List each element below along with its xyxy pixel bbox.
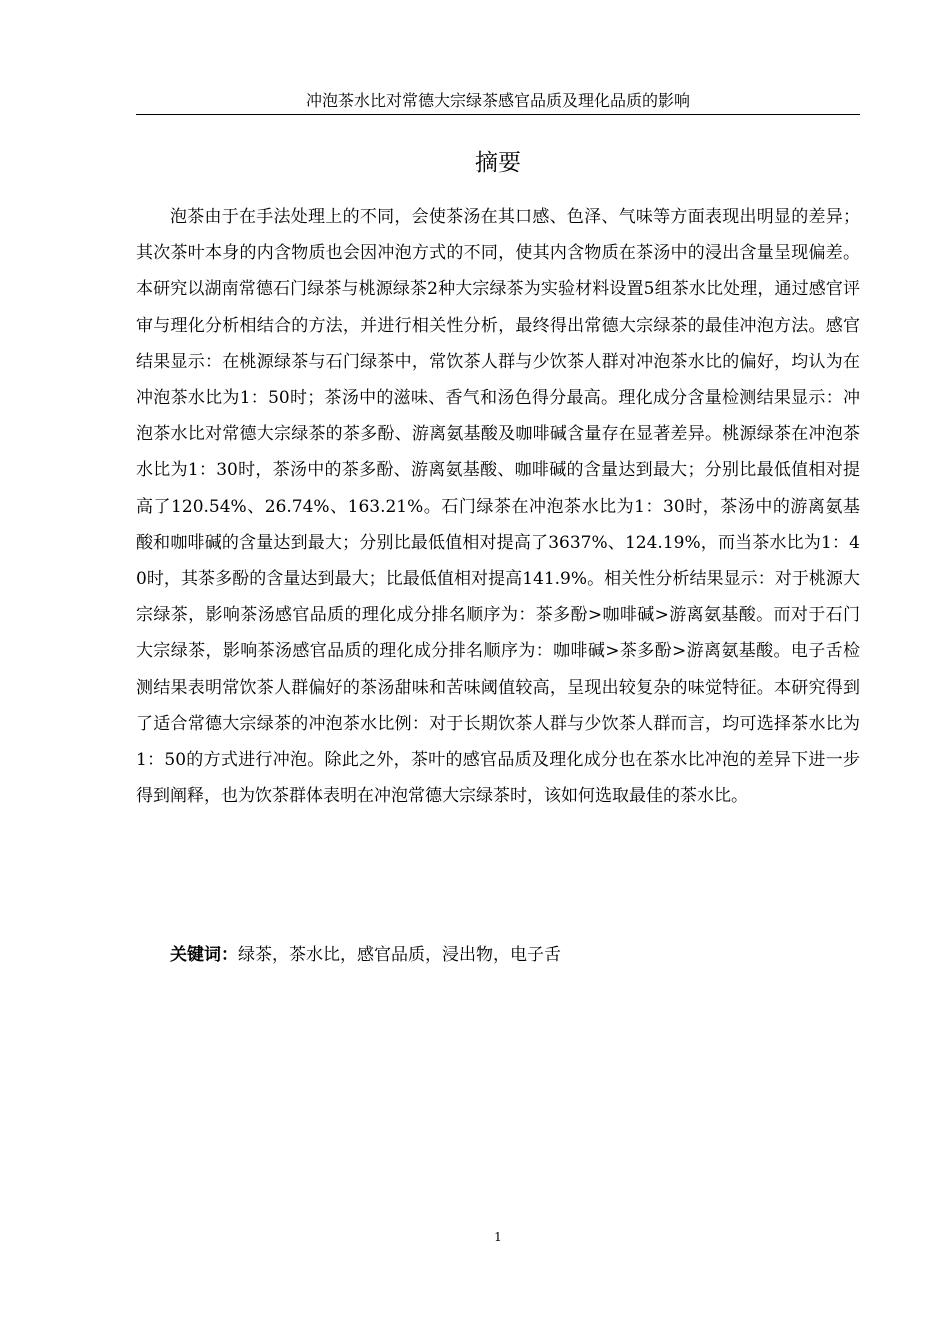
keywords-text: 绿茶，茶水比，感官品质，浸出物，电子舌 (238, 945, 561, 965)
keywords-line (136, 937, 860, 973)
page-number: 1 (494, 1230, 502, 1244)
keywords-label: 关键词： (170, 945, 238, 965)
abstract-heading: 摘要 (475, 150, 521, 176)
running-header: 冲泡茶水比对常德大宗绿茶感官品质及理化品质的影响 (305, 91, 690, 110)
abstract-body: 泡茶由于在手法处理上的不同，会使茶汤在其口感、色泽、气味等方面表现出明显的差异；其次茶叶本身的内含物质也会因冲泡方式的不同，使其内含物质在茶汤中的浸出含量呈现偏差。本研究以湖南常德石门绿茶与桃源绿茶2种大宗绿茶为实验材料设置5组茶水比处理，通过感官评审与理化分析相结合的方法，并进行相关性分析，最终得出常德大宗绿茶的最佳冲泡方法。感官结果显示：在桃源绿茶与石门绿茶中，常饮茶人群与少饮茶人群对冲泡茶水比的偏好，均认为在冲泡茶水比为1：50时；茶汤中的滋味、香气和汤色得分最高。理化成分含量检测结果显示：冲泡茶水比对常德大宗绿茶的茶多酚、游离氨基酸及咖啡碱含量存在显著差异。桃源绿茶在冲泡茶水比为1：30时，茶汤中的茶多酚、游离氨基酸、咖啡碱的含量达到最大；分别比最低值相对提高了120.54%、26.74%、163.21%。石门绿茶在冲泡茶水比为1：30时，茶汤中的游离氨基酸和咖啡碱的含量达到最大；分别比最低值相对提高了3637%、124.19%，而当茶水比为1：40时，其茶多酚的含量达到最大；比最低值相对提高141.9%。相关性分析结果显示：对于桃源大宗绿茶，影响茶汤感官品质的理化成分排名顺序为：茶多酚>咖啡碱>游离氨基酸。而对于石门大宗绿茶，影响茶汤感官品质的理化成分排名顺序为：咖啡碱>茶多酚>游离氨基酸。电子舌检测结果表明常饮茶人群偏好的茶汤甜味和苦味阈值较高，呈现出较复杂的味觉特征。本研究得到了适合常德大宗绿茶的冲泡茶水比例：对于长期饮茶人群与少饮茶人群而言，均可选择茶水比为1：50的方式进行冲泡。除此之外，茶叶的感官品质及理化成分也在茶水比冲泡的差异下进一步得到阐释，也为饮茶群体表明在冲泡常德大宗绿茶时，该如何选取最佳的茶水比。 (136, 207, 860, 807)
header-divider (136, 114, 860, 115)
